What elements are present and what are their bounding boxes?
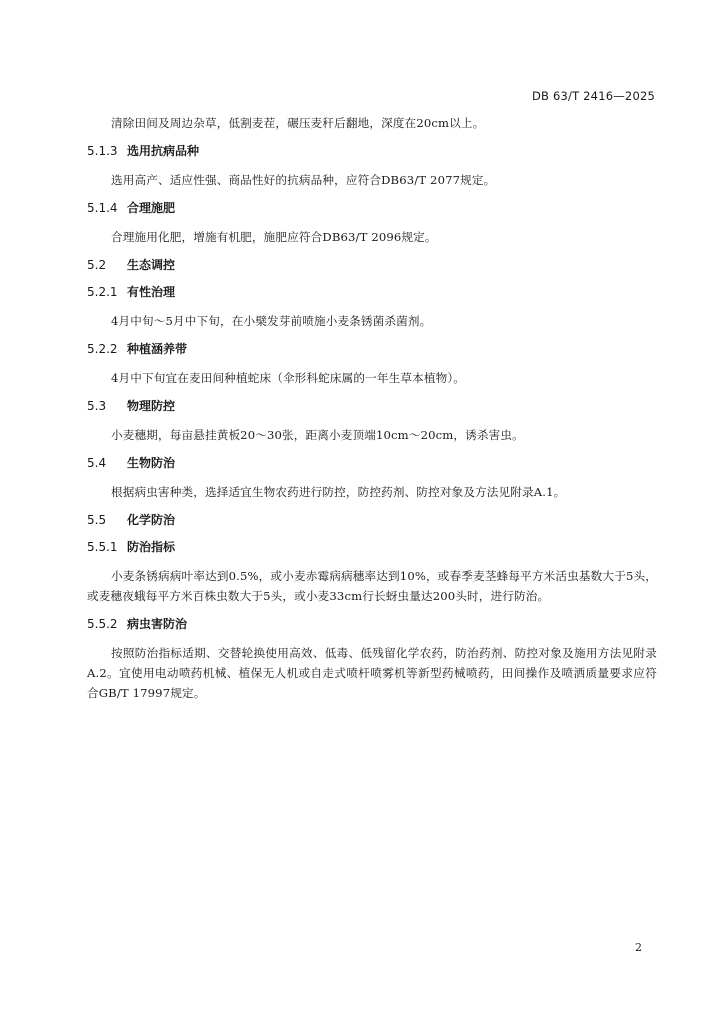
section-heading-5-2 <box>87 257 657 273</box>
document-body <box>87 113 657 703</box>
section-title: 生物防治 <box>127 456 176 470</box>
section-heading-5-4 <box>87 455 657 471</box>
section-heading-5-2-2 <box>87 341 657 357</box>
section-title: 种植涵养带 <box>127 342 188 356</box>
section-number: 5.1.3 <box>87 144 118 158</box>
section-number: 5.3 <box>87 399 107 413</box>
section-number: 5.5 <box>87 513 107 527</box>
paragraph: 4月中旬～5月中下旬，在小檗发芽前喷施小麦条锈菌杀菌剂。 <box>111 314 432 328</box>
section-number: 5.2 <box>87 258 107 272</box>
section-title: 物理防控 <box>127 399 176 413</box>
section-title: 防治指标 <box>127 540 176 554</box>
section-title: 有性治理 <box>127 285 176 299</box>
section-heading-5-5-2 <box>87 616 657 632</box>
paragraph: 4月中下旬宜在麦田间种植蛇床（伞形科蛇床属的一年生草本植物）。 <box>111 371 466 385</box>
section-title: 选用抗病品种 <box>127 144 200 158</box>
paragraph: 清除田间及周边杂草，低割麦茬，碾压麦秆后翻地，深度在20cm以上。 <box>111 116 485 130</box>
section-number: 5.5.2 <box>87 617 118 631</box>
section-number: 5.4 <box>87 456 107 470</box>
section-heading-5-1-3 <box>87 143 657 159</box>
paragraph: 合理施用化肥，增施有机肥，施肥应符合DB63/T 2096规定。 <box>111 230 437 244</box>
section-title: 病虫害防治 <box>127 617 188 631</box>
document-id: DB 63/T 2416—2025 <box>531 89 655 103</box>
paragraph: 小麦穗期，每亩悬挂黄板20～30张，距离小麦顶端10cm～20cm，诱杀害虫。 <box>111 428 524 442</box>
paragraph: 小麦条锈病病叶率达到0.5%，或小麦赤霉病病穗率达到10%，或春季麦茎蜂每平方米活虫基数大于5头，或麦穗夜蛾每平方米百株虫数大于5头，或小麦33cm行长蚜虫量达200头时，进行防治。 <box>87 569 657 603</box>
page-number: 2 <box>635 941 642 954</box>
section-number: 5.2.2 <box>87 342 118 356</box>
section-number: 5.2.1 <box>87 285 118 299</box>
section-number: 5.1.4 <box>87 201 118 215</box>
section-title: 生态调控 <box>127 258 176 272</box>
section-heading-5-2-1 <box>87 284 657 300</box>
paragraph: 根据病虫害种类，选择适宜生物农药进行防控，防控药剂、防控对象及方法见附录A.1。 <box>111 485 566 499</box>
section-title: 合理施肥 <box>127 201 176 215</box>
paragraph: 按照防治指标适期、交替轮换使用高效、低毒、低残留化学农药，防治药剂、防控对象及施用方法见附录A.2。宜使用电动喷药机械、植保无人机或自走式喷杆喷雾机等新型药械喷药，田间操作及喷洒质量要求应符合GB/T 17997规定。 <box>87 646 657 700</box>
section-heading-5-3 <box>87 398 657 414</box>
section-heading-5-5 <box>87 512 657 528</box>
paragraph: 选用高产、适应性强、商品性好的抗病品种，应符合DB63/T 2077规定。 <box>111 173 496 187</box>
section-heading-5-5-1 <box>87 539 657 555</box>
section-title: 化学防治 <box>127 513 176 527</box>
section-number: 5.5.1 <box>87 540 118 554</box>
section-heading-5-1-4 <box>87 200 657 216</box>
